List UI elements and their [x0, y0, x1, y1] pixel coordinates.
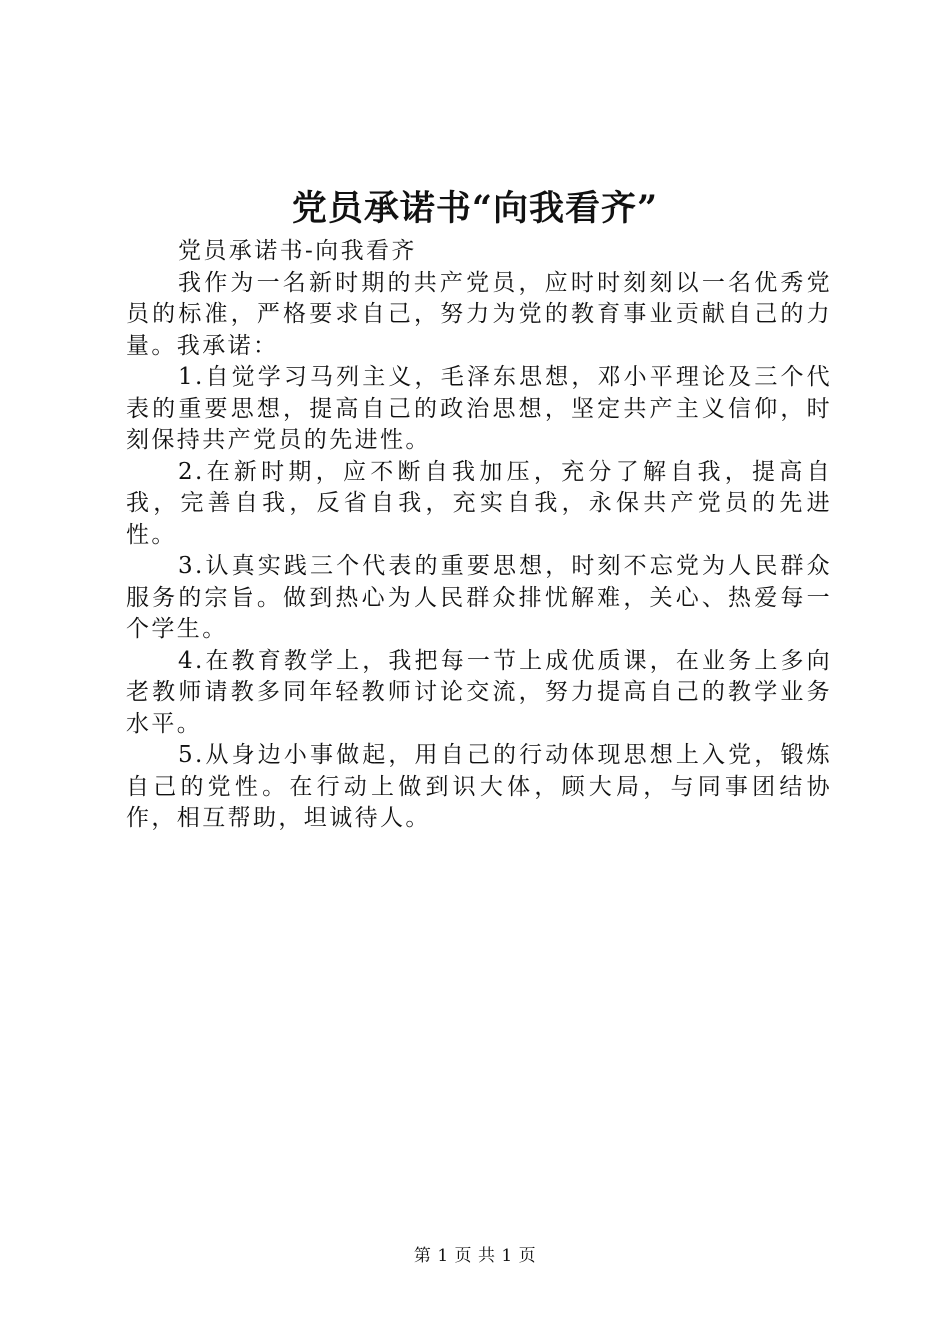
document-title: 党员承诺书“向我看齐” [291, 188, 659, 229]
pledge-item-4: 4.在教育教学上，我把每一节上成优质课，在业务上多向老教师请教多同年轻教师讨论交流，努力提高自己的教学业务水平。 [126, 647, 832, 737]
document-body [126, 236, 832, 835]
intro-paragraph: 我作为一名新时期的共产党员，应时时刻刻以一名优秀党员的标准，严格要求自己，努力为党的教育事业贡献自己的力量。我承诺： [126, 269, 832, 359]
subtitle-paragraph: 党员承诺书-向我看齐 [178, 238, 417, 264]
pledge-item-3: 3.认真实践三个代表的重要思想，时刻不忘党为人民群众服务的宗旨。做到热心为人民群众排忧解难，关心、热爱每一个学生。 [126, 553, 832, 642]
page-number-footer: 第 1 页 共 1 页 [413, 1246, 537, 1266]
pledge-item-1: 1.自觉学习马列主义，毛泽东思想，邓小平理论及三个代表的重要思想，提高自己的政治思想，坚定共产主义信仰，时刻保持共产党员的先进性。 [126, 364, 832, 453]
pledge-item-5: 5.从身边小事做起，用自己的行动体现思想上入党，锻炼自己的党性。在行动上做到识大体，顾大局，与同事团结协作，相互帮助，坦诚待人。 [126, 742, 832, 831]
pledge-item-2: 2.在新时期，应不断自我加压，充分了解自我，提高自我，完善自我，反省自我，充实自我，永保共产党员的先进性。 [126, 458, 832, 548]
